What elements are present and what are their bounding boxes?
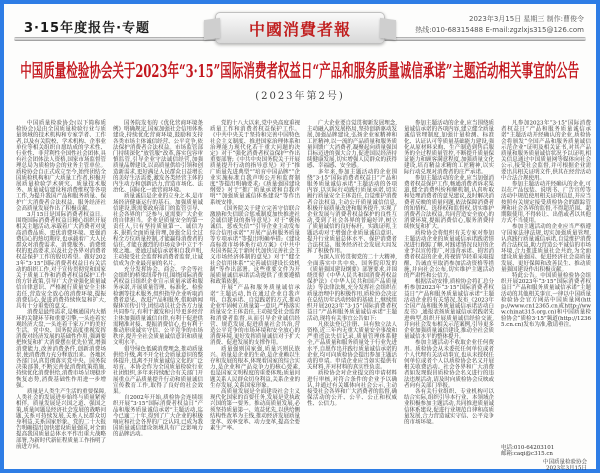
- body-paragraph: 质检协会将组织有关专家对参加主题活动企业的质量诚信承诺践诺情况进行跟踪了解,对践诺情况良好的企业予以宣传推广,对违背承诺、损害消费者权益的企业,将视情节轻重采取提醒、告诫直至取消参加活动资格等措施,并向社会公布,切实维护主题活动的严肃性和公信力。: [404, 229, 494, 279]
- body-paragraph: 消费是最终需求,是畅通国内大循环的关键环节和重要引擎,一头连着宏观经济大盘,一头连着千家万户的美好生活。党中央、国务院高度重视发挥消费对经济发展的基础性作用,强调要把恢复和扩大消费摆在优先位置,增强消费能力,改善消费条件,创新消费场景,使消费潜力充分释放出来。各地区各部门认真贯彻落实党中央、国务院决策部署,不断完善促消费政策措施,持续优化消费供给,消费市场呈现稳步恢复态势,消费基础性作用进一步增强。: [16, 308, 106, 389]
- body-paragraph: 中国质量检验协会(以下简称质检协会)是由全国质量检验行业与质量领域的技术机构和专家学者、工作者,以及有关院校、学术机构、企事业单位等相关组织自愿结成的学术性、行业性、非营利性全国性社会团体,具有社会团体法人资格,国家市场监督管理总局为质检协会的业务主管单位。质检协会自正式成立至今,始终团结全国质检机构和广大质量工作者,积极开展质量检验学术研究、质量技术服务、质量诚信建设和消费维权等各项工作,为提升我国产品和服务质量、保护广大消费者合法权益、服务经济社会高质量发展作出了积极贡献。: [16, 119, 106, 212]
- body-paragraph: 党的十八大以来,党中央高度重视质量工作和消费者权益保护工作。《中共中央关于坚持和完善中国特色社会主义制度、推进国家治理体系和治理能力现代化若干重大问题的决定》对于“强化消费者权益保护”作出重要部署;《中共中央国务院关于开展质量提升行动的指导意见》对于“推广质量先进典型”“培育中国品牌”“企业实施标准自我声明公开和监督制度”等提出明确要求;《质量强国建设纲要》对于“推广质量承诺和自我声明”“加强质量诚信体系建设”等作出系统安排。: [210, 119, 300, 206]
- body-paragraph: 参加主题活动的企业,应当围绕质量诚信承诺的各项内容,建立健全质量诚信管理制度,加强计量检测、标准化、认证认可等质量基础能力建设,强化从原材料采购、生产制造到售后服务的全过程质量管控,不断提升质量保证能力和顾客满意程度,加强质量文化建设,培育精益求精的工匠精神,以实际行动兑现对消费者的庄严承诺。: [404, 119, 494, 175]
- announcement-issue-number: (2023年第2号): [255, 91, 345, 102]
- body-paragraph: 充分发挥协会、商会、学会等社会组织的桥梁纽带作用,围绕国际消费者权益日组织企业宣示质量承诺和服务承诺,开展质量管理、标准化、检验检测等技术服务,组织指导企业听取消费者意见、改进产品和服务,借助新闻媒体宣传引导,团结动员社会各方力量共同参与,有利于激发和引导更多经营主体加强质量诚信自律,有利于促进供需精准对接、提振消费信心,也有利于推动形成诚实守信、公平竞争的市场秩序,提升全社会质量诚信意识和质量文明水平。: [113, 265, 203, 346]
- body-paragraph: 广大企业要自觉贯彻新发展理念,主动融入新发展格局,坚持创新驱动发展,加强品牌建设,弘扬企业家精神和工匠精神,以一流的产品质量和服务质量回馈广大消费者,凝聚起向质量强国目标迈进的强大合力,促进国民经济持续健康发展,切实增强人民群众的获得感、幸福感、安全感。: [307, 119, 397, 169]
- body-paragraph: 参加主题活动不收取企业任何费用。质检协会从未委托任何单位或者个人代理有关活动事宜,也从未授权任何单位或者个人以质检协会名义开展相关收费活动。社会各界和广大消费者如发现假冒质检协会名义进行的违法违规活动,请及时向质检协会反映或者向有关部门举报。: [404, 339, 494, 389]
- body-paragraph: 为深入宣传贯彻党的二十大精神,全面落实中共中央、国务院印发的《质量强国建设纲要》部署要求,并围绕贯彻《中华人民共和国消费者权益保护法》《中华人民共和国产品质量法》等法律法规,充分发挥社会组织在质量治理中的积极作用,质检协会决定在总结历年活动经验的基础上,继续组织开展2023年“3·15”国际消费者权益日“产品和服务质量诚信承诺”主题活动,现将有关事宜公告如下:: [307, 253, 397, 322]
- body-paragraph: 参加主题活动的企业,应当加强消费者权益保护工作,畅通消费者诉求渠道,健全消费纠纷和解机制,认真听取和处理消费者的意见建议,及时解决消费者反映的质量问题,依法保障消费者的知情权、选择权和监督权,切实维护消费者合法权益,共同营造安全放心的消费环境,提振消费信心,服务消费持续恢复和扩大。: [404, 174, 494, 230]
- body-paragraph: 根据活动安排,质检协会将汇总分析参加2023年“3·15”国际消费者权益日“产品和服务质量诚信承诺”主题活动企业的有关情况,发布《2023年全国产品和服务质量诚信承诺活动白皮书》,通报表扬质量诚信承诺践诺先进典型,组织开展质量诚信经验交流,并向社会发布相关示范案例,引导更多企业加强质量诚信建设,推动全社会质量诚信水平的整体提升。: [404, 278, 494, 340]
- body-paragraph: 凡依法登记注册、具有独立法人资格,近三年内无重大质量安全事故和严重违法失信记录,质量管理体系健全,产品质量和服务质量处于行业先进水平,自愿作出并践行质量诚信承诺的企业,均可向质检协会提出参加主题活动的申请。申请企业应当如实提供有关材料,并对材料的真实性负责。: [307, 320, 397, 371]
- body-paragraph: 凡参加2023年“3·15”国际消费者权益日“产品和服务质量诚信承诺”主题活动并经确认的企业,质检协会将颁发“全国产品和服务质量诚信示范企业”证明及相关证书,对其产品质量和服务质量诚信状况予以证明,相关信息通过中国质量网等媒体向社会公示,接受社会监督,并可根据企业需要出具相关证明文件,供其在经营活动中合法合规使用。: [501, 119, 591, 181]
- footer-email: 邮箱:caqi@c315.cn: [501, 450, 553, 457]
- footer-phone: 电话:010-64203101: [501, 444, 555, 451]
- masthead-title: 中國消費者報: [248, 19, 351, 39]
- body-paragraph: 特此公告。中国质量检验协会组织开展2023年“3·15”国际消费者权益日“产品和服务质量诚信承诺”主题活动的其他相关事宜,一律以中国质量检验协会官方网站中国质量网(http://www.cn12365.cn或http://www.chinat315.org.cn)和中国质量检验协会“质检3·15”频道(http://12365.cn.cn)发布为准,敬请垂注。: [501, 272, 591, 328]
- body-paragraph: 参加主题活动并经确认的企业,可以在产品包装、说明书、广告宣传等活动中规范使用相关证明信息,并应当按照有关规定接受质检协会的跟踪管理和社会各界的监督,不得超范围、超期限使用,不得转让、出借或者以其他方式不当使用。: [501, 180, 591, 224]
- body-paragraph: 国务院发布的《优化营商环境条例》明确规定,国家加强社会信用体系建设,持续优化营商环境,鼓励和支持各类市场主体诚信经营、公平竞争,依法保护消费者合法权益。市场监管部门持续深化“放管服”改革,落实包容审慎监管,引导企业守法诚信经营,加强质量品牌建设,以高质量供给引领和创造新需求,更好满足人民群众日益增长的美好生活需要,激发各类经营主体的内生动力和创新活力,营造市场化、法治化、国际化一流营商环境。: [113, 119, 203, 194]
- announcement-headline: 中国质量检验协会关于2023年“3·15”国际消费者权益日“产品和服务质量诚信承诺”主题活动相关事宜的公告: [20, 61, 580, 82]
- body-column-2: [113, 120, 203, 471]
- announcement-footer: [501, 445, 591, 471]
- body-paragraph: 开展“产品和服务质量诚信承诺”主题活动,旨在通过企业自我声明、自我承诺、自觉践诺的方式,推动企业牢固树立质量第一意识,严格落实质量安全主体责任,主动接受社会监督和消费者监督,从而引导企业诚信经营、规范发展,促进质量社会共治,营造公平竞争的市场环境和安全放心的消费环境,更好发挥质量诚信对于扩大消费、促进发展的支撑作用。: [210, 284, 300, 346]
- issue-date-line: 2023年3月15日 星期三 制作:曹俊令: [469, 15, 584, 23]
- body-paragraph: 各有关行业组织、专业机构可以结合实际,组织引导本行业、本领域企业积极参加主题活动,共同推进质量诚信体系建设,促进行业规范自律和高质量发展,合力营造诚实守信、公平竞争的市场环境。: [404, 387, 494, 425]
- body-paragraph: 质量诚信是企业的立身之本,是市场经济健康运行的基石。加强质量诚信建设,既需要政府部门的监管引导、社会各界的广泛参与,更需要广大企业的自律担当。企业是质量安全的第一责任人,只有坚持质量第一、诚信为本,狠抓全面质量管理,加强全员全过程全方位质量控制,才能赢得消费者的信任,才能在激烈的市场竞争中立于不败之地。要通过诚信承诺和自我声明,主动接受社会监督和消费者监督,让诚信成为企业最亮丽的名片。: [113, 192, 203, 267]
- masthead-ribbon: [215, 12, 385, 44]
- body-column-4: [307, 120, 397, 471]
- signature-org: 中国质量检验协会: [543, 458, 587, 465]
- body-paragraph: 质检协会对企业提交的申请材料进行审核,对符合条件的企业予以确认,并通过有关媒体向社会公示,主动接受社会各界和广大消费者的监督,确保活动的公开、公平、公正和权威性、公信力。: [307, 369, 397, 407]
- headline-wrap: [10, 56, 590, 84]
- body-column-5: [404, 120, 494, 471]
- body-paragraph: 自2002年开始,质检协会连续组织开展“3·15”国际消费者权益日“产品和服务质量诚信承诺”主题活动,迄今已逾二十年,得到了广大企业的积极响应和社会各界的广泛认同,已成为我国质量诚信建设领域具有广泛影响力的品牌活动。: [113, 394, 203, 438]
- body-paragraph: 参加主题活动的企业应当严格遵守国家法律法规,切实加强质量管理,认真践行质量诚信承诺,自觉维护消费者合法权益,助力营造公平诚信的市场环境,合力推进质量社会共治,为全面建设质量强国、促进经济社会高质量发展、更好保障和改善民生、推动质量强国建设作出积极贡献。: [501, 223, 591, 273]
- body-paragraph: 高质量发展是全面建设社会主义现代化国家的首要任务,发展是党执政兴国的第一要务。推动高质量发展,必须坚持质量第一、效益优先,以供给侧结构性改革为主线,推动经济发展质量变革、效率变革、动力变革,提高全要素生产率。: [210, 387, 300, 432]
- section-title: 3·15年度报告·专题: [24, 21, 151, 36]
- body-paragraph: 多年来,参加主题活动的企业围绕“3·15”国际消费者权益日“产品和服务质量诚信承诺”主题活动的各项内容,以实际行动践行质量承诺,切实履行质量安全主体责任,自觉维护消费者合法权益,主动公开质量诚信信息,积极开展质量改进和服务提升,实现了企业发展与消费者权益保护的良性互动,受到了社会各界的普遍好评,树立了质量诚信的良好标杆。实践证明,主题活动对于增强企业质量诚信意识、提升行业质量总体水平、保护消费者合法权益、服务经济社会发展大局发挥了积极作用。: [307, 168, 397, 255]
- body-column-3: [210, 120, 300, 471]
- body-paragraph: 质量是人类生产生活的重要保障,人类社会的发展进步始终与质量紧密相伴。质量发展是兴国之道、强国之策,质量问题是经济社会发展的战略问题,关系可持续发展,关系人民群众切身利益,关系国家形象。党的二十大报告明确提出加快建设质量强国,对全面提高我国质量总体水平作出重大战略部署,为新时代新征程质量工作指明了前进方向。: [16, 387, 106, 450]
- body-paragraph: 3月15日是国际消费者权益日。围绕国际消费者权益日精心组织开展相关主题活动,承载着广大消费者对更高消费品质、更优消费环境、更强消费信心的热切期待,也承载着广大人民群众对消费需求、消费服务、消费维权的更高要求,以及社会各界对消费者权益保护工作的殷切希望。做好2023年“3·15”国际消费者权益日有关活动的组织工作,对于宣传贯彻党和国家关于质量工作和消费者权益保护工作的方针政策,引导广大企业强化质量诚信自律意识、严格履行质量安全主体责任,营造安全放心的消费环境,提振消费信心,促进消费持续恢复和扩大,具有十分重要的意义。: [16, 211, 106, 310]
- body-paragraph: 质量强则国家强,质量兴则民族兴。质量是企业的生命,是企业赖以生存和发展的根本,体现着国家的综合实力,是企业和产品竞争力的核心要素,也是国家文明程度的重要体现;质量问题关系人民群众切身利益,关系企业的生存发展,关系国家形象。: [210, 345, 300, 389]
- page-header: [14, 4, 586, 48]
- body-paragraph: 《国务院关于建立完善守信联合激励和失信联合惩戒制度加快推进社会诚信建设的指导意见》对于“褒扬诚信、惩戒失信”“引导企业主动发布综合信用承诺”“开展产品和服务质量等专项承诺”等提出明确举措;《建设高标准市场体系行动方案》《中共中央国务院关于新时代加快完善社会主义市场经济体制的意见》对于“健全社会信用体系”“完善诚信建设长效机制”等作出部署。这些重要文件为开展质量诚信承诺活动提供了重要遵循和政策依据。: [210, 204, 300, 285]
- body-column-6: [501, 120, 591, 471]
- body-columns: [16, 119, 591, 471]
- body-paragraph: 倡导绿色低碳消费理念,推动质量供给升级,离不开全社会质量意识的整体提升,也离不开质量诚信文化的广泛培育。本协会作为全国质量检验行业社团组织,多年来持续配合有关部门开展重点产品质量提升行动和质量诚信宣传教育工作,取得了良好的社会效果。: [113, 345, 203, 395]
- issue-contact-line: 热线:010-68315488 E-mail:zgzlxjs315@126.com: [415, 25, 584, 34]
- issue-info: [415, 14, 584, 36]
- signature-date: 2023年3月15日: [546, 464, 587, 471]
- body-column-1: [16, 120, 106, 471]
